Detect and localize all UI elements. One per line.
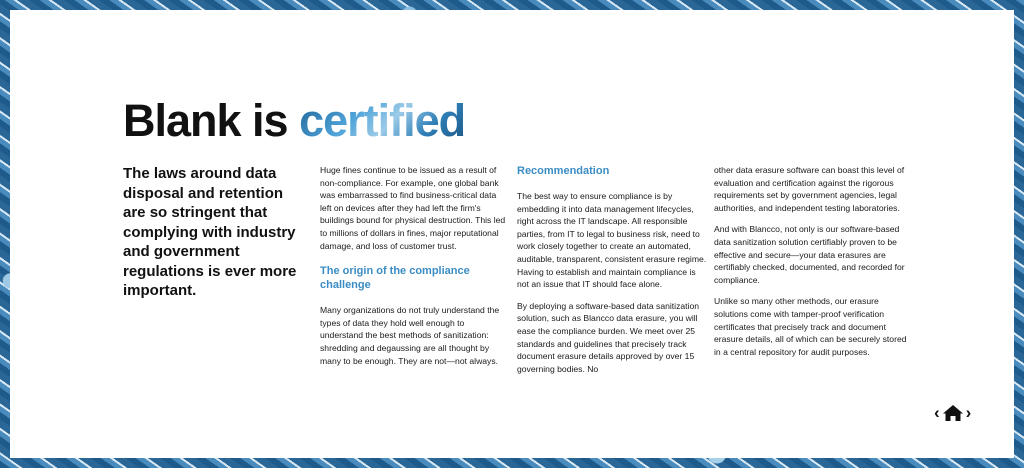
page-navigation: [934, 404, 971, 422]
column-3: [714, 164, 909, 367]
title-accent: certified: [299, 95, 466, 146]
home-icon[interactable]: [942, 404, 964, 422]
chevron-right-icon[interactable]: ›: [965, 403, 972, 422]
column-3-paragraph-3: Unlike so many other methods, our erasure solutions come with tamper-proof verification certificates that precisely track and document erasure details, all of which can be securely stored in a central repository for audit purposes.: [714, 296, 907, 357]
origin-heading: The origin of the compliance challenge: [320, 265, 470, 292]
recommendation-heading: Recommendation: [517, 165, 610, 177]
column-1-paragraph-2: Many organizations do not truly understand the types of data they hold well enough to understand the best methods of sanitization: shredding and degaussing are all thought by many to be enough. They are not—not always.: [320, 305, 500, 366]
column-1: [320, 164, 506, 376]
column-3-paragraph-2: And with Blancco, not only is our software-based data sanitization solution certifiably proven to be effective and secure—your data erasures are certifiably checked, documented, and recorded for compliance.: [714, 224, 905, 285]
column-2-paragraph-1: The best way to ensure compliance is by embedding it into data management lifecycles, right across the IT landscape. All responsible parties, from IT to legal to business risk, need to work closely together to create an automated, auditable, transparent, consistent erasure regime. Having to establish and maintain compliance is not an issue that IT should face alone.: [517, 191, 707, 290]
page-title: [123, 94, 465, 148]
chevron-left-icon[interactable]: ‹: [934, 403, 940, 422]
column-2-paragraph-2: By deploying a software-based data sanitization solution, such as Blancco data erasure, you will ease the compliance burden. We meet over 25 standards and guidelines that precisely track document erasure details approved by over 15 governing bodies. No: [517, 300, 700, 374]
intro-text: The laws around data disposal and retention are so stringent that complying with industry and government regulations is ever more important.: [123, 165, 297, 299]
column-2: [517, 164, 707, 384]
column-3-paragraph-1: other data erasure software can boast this level of evaluation and certification against the rigorous requirements set by government agencies, legal authorities, and independent testing laboratories.: [714, 165, 905, 213]
content-panel: [10, 10, 1014, 458]
column-1-paragraph-1: Huge fines continue to be issued as a result of non-compliance. For example, one global bank was embarrassed to find business-critical data left on devices after they had left the firm's buildings bound for physical destruction. This led to millions of dollars in fines, major reputational damage, and loss of customer trust.: [320, 165, 506, 251]
title-prefix: Blank is: [123, 95, 300, 146]
